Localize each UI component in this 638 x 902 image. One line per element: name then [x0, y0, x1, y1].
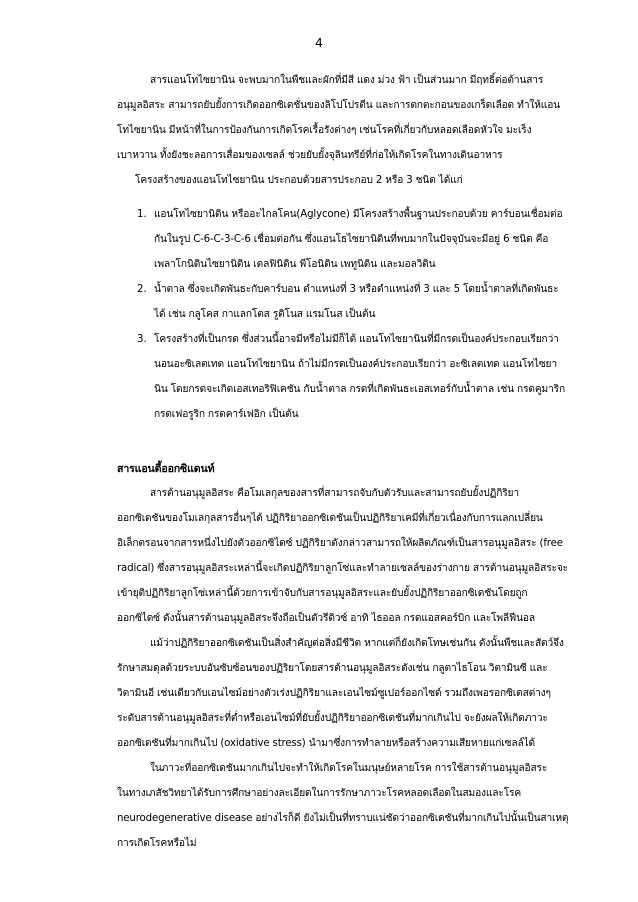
paragraph-line: radical) ซึ่งสารอนุมูลอิสระเหล่านี้จะเกิดปฏิกิริยาลูกโซ่และทำลายเซลล์ของร่างกาย สารต้านอนุมูลอิสระจะ [117, 563, 568, 574]
paragraph-line: ออกซิเดชันที่มากเกินไป (oxidative stress) นำมาซึ่งการทำลายหรือสร้างความเสียหายแก่เซลล์ได้ [117, 738, 535, 749]
list-item-line: ได้ เช่น กลูโคส กาแลกโตส รูติโนส แรมโนส เป็นต้น [154, 309, 376, 320]
paragraph-line: ในทางเภสัชวิทยาได้รับการศึกษาอย่างละเอียดในการรักษาภาวะโรคหลอดเลือดในสมองและโรค [117, 788, 522, 799]
list-item-line: นิน โดยกรดจะเกิดเอสเทอริฟิเคชัน กับน้ำตาล กรดที่เกิดพันธะเอสเทอร์กับน้ำตาล เช่น กรดคูมาริก [154, 384, 566, 395]
paragraph-line: อิเล็กตรอนจากสารหนึ่งไปยังตัวออกซิไดซ์ ปฏิกิริยาดังกล่าวสามารถให้ผลิตภัณฑ์เป็นสารอนุมูลอิสระ (free [117, 538, 563, 549]
list-item-line: โครงสร้างที่เป็นกรด ซึ่งส่วนนี้อาจมีหรือไม่มีก็ได้ แอนโทไซยานินที่มีกรดเป็นองค์ประกอบเรียกว่า [154, 334, 559, 345]
paragraph-line: วิตามินอี เช่นเดียวกับเอนไซม์อย่างตัวเร่งปฏิกิริยาและเอนไซม์ซูเปอร์ออกไซด์ รวมถึงเพอรอกซิเดสต่างๆ [117, 688, 551, 699]
paragraph-line: ในภาวะที่ออกซิเดชันมากเกินไปจะทำให้เกิดโรคในมนุษย์หลายโรค การใช้สารต้านอนุมูลอิสระ [150, 763, 548, 774]
paragraph-line: neurodegenerative disease อย่างไรก็ดี ยังไม่เป็นที่ทราบแน่ชัดว่าออกซิเดชันที่มากเกินไปนั้นเป็นสาเหตุ [117, 813, 569, 824]
list-item-number: 3. [137, 334, 147, 345]
paragraph-line: รักษาสมดุลด้วยระบบอันซับซ้อนของปฏิริยาโดยสารต้านอนุมูลอิสระดังเช่น กลูตาไธโอน วิตามินซี และ [117, 663, 548, 674]
page-number: 4 [315, 36, 323, 50]
list-item-line: กันในรูป C-6-C-3-C-6 เชื่อมต่อกัน ซึ่งแอนโธไซยานิดินที่พบมากในปัจจุบันจะมีอยู่ 6 ชนิด คือ [154, 234, 549, 245]
list-item-line: นอนอะซิเลตเทด แอนโทไซยานิน ถ้าไม่มีกรดเป็นองค์ประกอบเรียกว่า อะซิเลตเทด แอนโทไซยา [154, 359, 557, 370]
list-item-line: น้ำตาล ซึ่งจะเกิดพันธะกับคาร์บอน ตำแหน่งที่ 3 หรือตำแหน่งที่ 3 และ 5 โดยน้ำตาลที่เกิดพันธะ [154, 284, 559, 295]
paragraph-line: ออกซิเดชันของโมเลกุลสารอื่นๆได้ ปฏิกิริยาออกซิเดชันเป็นปฏิกิริยาเคมีที่เกี่ยวเนื่องกับการแลกเปลี่ยน [117, 513, 543, 524]
paragraph-line: เข้ายุติปฏิกิริยาลูกโซ่เหล่านี้ด้วยการเข้าจับกับสารอนุมูลอิสระและยับยั้งปฏิกิริยาออกซิเดชันโดยถูก [117, 588, 528, 599]
intro-line: สารแอนโทไซยานิน จะพบมากในพืชและผักที่มีสี แดง ม่วง ฟ้า เป็นส่วนมาก มีฤทธิ์ต่อต้านสาร [150, 75, 544, 86]
intro-line: โทไซยานิน มีหน้าที่ในการป้องกันการเกิดโรคเรื้อรังต่างๆ เช่นโรคที่เกี่ยวกับหลอดเลือดหัวใจ มะเร็ง [117, 125, 532, 136]
list-item-number: 1. [137, 209, 147, 220]
list-item-line: แอนโทไซยานิดิน หรืออะไกลโคน(Aglycone) มีโครงสร้างพื้นฐานประกอบด้วย คาร์บอนเชื่อมต่อ [154, 209, 563, 220]
paragraph-line: ออกซิไดซ์ ดังนั้นสารต้านอนุมูลอิสระจึงถือเป็นตัวรีดิวซ์ อาทิ ไธออล กรดแอสคอร์บิก และโพลีฟีนอล [117, 613, 535, 624]
paragraph-line: ระดับสารต้านอนุมูลอิสระที่ต่ำหรือเอนไซม์ที่ยับยั้งปฏิกิริยาออกซิเดชันที่มากเกินไป จะยังผลให้เกิดภาวะ [117, 713, 548, 724]
list-item-line: กรดเฟอรูริก กรดคาร์เฟอิก เป็นต้น [154, 409, 299, 420]
list-item-number: 2. [137, 284, 147, 295]
paragraph-line: แม้ว่าปฏิกิริยาออกซิเดชันเป็นสิ่งสำคัญต่อสิ่งมีชีวิต หากแต่ก็ยังเกิดโทษเช่นกัน ดังนั้นพืชและสัตว์จึง [150, 638, 564, 649]
paragraph-line: สารต้านอนุมูลอิสระ คือโมเลกุลของสารที่สามารถจับกับตัวรับและสามารถยับยั้งปฏิกิริยา [150, 488, 519, 499]
paragraph-line: การเกิดโรคหรือไม่ [117, 838, 197, 849]
section-heading: สารแอนตี้ออกซิแดนท์ [117, 463, 215, 475]
intro-line: โครงสร้างของแอนโทไซยานิน ประกอบด้วยสารประกอบ 2 หรือ 3 ชนิด ได้แก่ [135, 175, 463, 186]
intro-line: เบาหวาน ทั้งยังชะลอการเสื่อมของเซลล์ ช่วยยับยั้งจุลินทรีย์ที่ก่อให้เกิดโรคในทางเดินอาหาร [117, 150, 503, 161]
list-item-line: เพลาโกนิดินไซยานิดิน เดลฟินิดิน พีโอนิดิน เพทูนิดิน และมอลวิดิน [154, 259, 436, 270]
intro-line: อนุมูลอิสระ สามารถยับยั้งการเกิดออกซิเดชั่นของลิโปโปรตีน และการตกตะกอนของเกร็ดเลือด ทำให้แอน [117, 100, 560, 111]
